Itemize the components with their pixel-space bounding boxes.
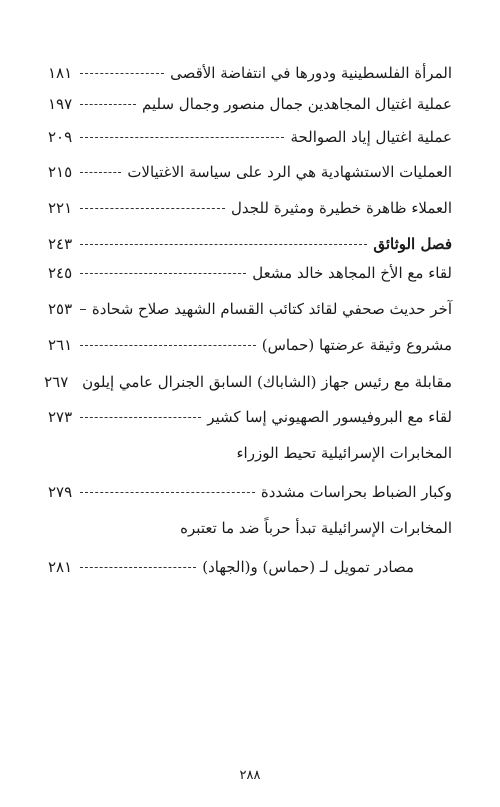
toc-entry-page: ٢٠٩ <box>48 128 73 146</box>
toc-entry-title: عملية اغتيال إياد الصوالحة <box>290 128 452 146</box>
dotted-leader <box>80 567 196 568</box>
dotted-leader <box>80 417 201 418</box>
dotted-leader <box>80 137 284 138</box>
toc-entry <box>48 330 452 360</box>
toc-entry-title: العملاء ظاهرة خطيرة ومثيرة للجدل <box>231 199 452 217</box>
toc-entry-line <box>48 438 452 468</box>
toc-entry <box>48 477 452 507</box>
toc-entry <box>48 58 452 88</box>
toc-entry-page: ١٩٧ <box>48 95 73 113</box>
toc-entry <box>48 122 452 152</box>
toc-entry-title: لقاء مع الأخ المجاهد خالد مشعل <box>252 264 452 282</box>
toc-entry-page: ٢٧٣ <box>48 408 73 426</box>
toc-entry <box>44 367 452 397</box>
toc-entry-page: ٢١٥ <box>48 163 73 181</box>
toc-entry <box>48 552 414 582</box>
toc-entry-page: ٢٦١ <box>48 336 73 354</box>
dotted-leader <box>80 492 255 493</box>
dotted-leader <box>80 273 246 274</box>
dotted-leader <box>80 208 225 209</box>
toc-entry-title: مشروع وثيقة عرضتها (حماس) <box>261 336 452 354</box>
toc-entry-page: ٢٢١ <box>48 199 73 217</box>
toc-entry <box>48 258 452 288</box>
toc-entry-title: آخر حديث صحفي لقائد كتائب القسام الشهيد صلاح شحادة <box>91 300 452 318</box>
dotted-leader <box>80 309 86 310</box>
toc-entry-title: مقابلة مع رئيس جهاز (الشاباك) السابق الجنرال عامي إيلون <box>82 373 452 391</box>
toc-entry-page: ٢٥٣ <box>48 300 73 318</box>
toc-section-heading <box>48 229 452 259</box>
toc-entry-title: وكبار الضباط بحراسات مشددة <box>260 483 452 501</box>
toc-entry <box>48 193 452 223</box>
toc-entry <box>48 89 452 119</box>
toc-entry <box>48 157 452 187</box>
toc-entry-page: ٢٤٥ <box>48 264 73 282</box>
dotted-leader <box>80 73 164 74</box>
dotted-leader <box>80 345 256 346</box>
toc-entry-title: عملية اغتيال المجاهدين جمال منصور وجمال سليم <box>141 95 452 113</box>
toc-entry-page: ٢٨١ <box>48 558 73 576</box>
dotted-leader <box>80 244 367 245</box>
page-number: ٢٨٨ <box>239 768 261 783</box>
toc-entry-title: مصادر تمويل لـ (حماس) و(الجهاد) <box>202 558 414 576</box>
toc-entry-title: المخابرات الإسرائيلية تحيط الوزراء <box>236 444 452 462</box>
toc-section-title: فصل الوثائق <box>373 235 452 253</box>
toc-entry-page: ٢٦٧ <box>44 373 69 391</box>
toc-entry-title: المخابرات الإسرائيلية تبدأ حرباً ضد ما تعتبره <box>180 519 452 537</box>
toc-entry-title: المرأة الفلسطينية ودورها في انتفاضة الأقصى <box>170 64 452 82</box>
toc-entry <box>48 294 452 324</box>
toc-entry <box>48 402 452 432</box>
toc-entry-page: ٢٧٩ <box>48 483 73 501</box>
toc-entry-title: العمليات الاستشهادية هي الرد على سياسة الاغتيالات <box>127 163 452 181</box>
dotted-leader <box>80 172 121 173</box>
toc-entry-title: لقاء مع البروفيسور الصهيوني إسا كشير <box>207 408 452 426</box>
toc-entry-page: ١٨١ <box>48 64 73 82</box>
toc-entry-line <box>48 513 452 543</box>
toc-section-page: ٢٤٣ <box>48 235 73 253</box>
dotted-leader <box>80 104 136 105</box>
